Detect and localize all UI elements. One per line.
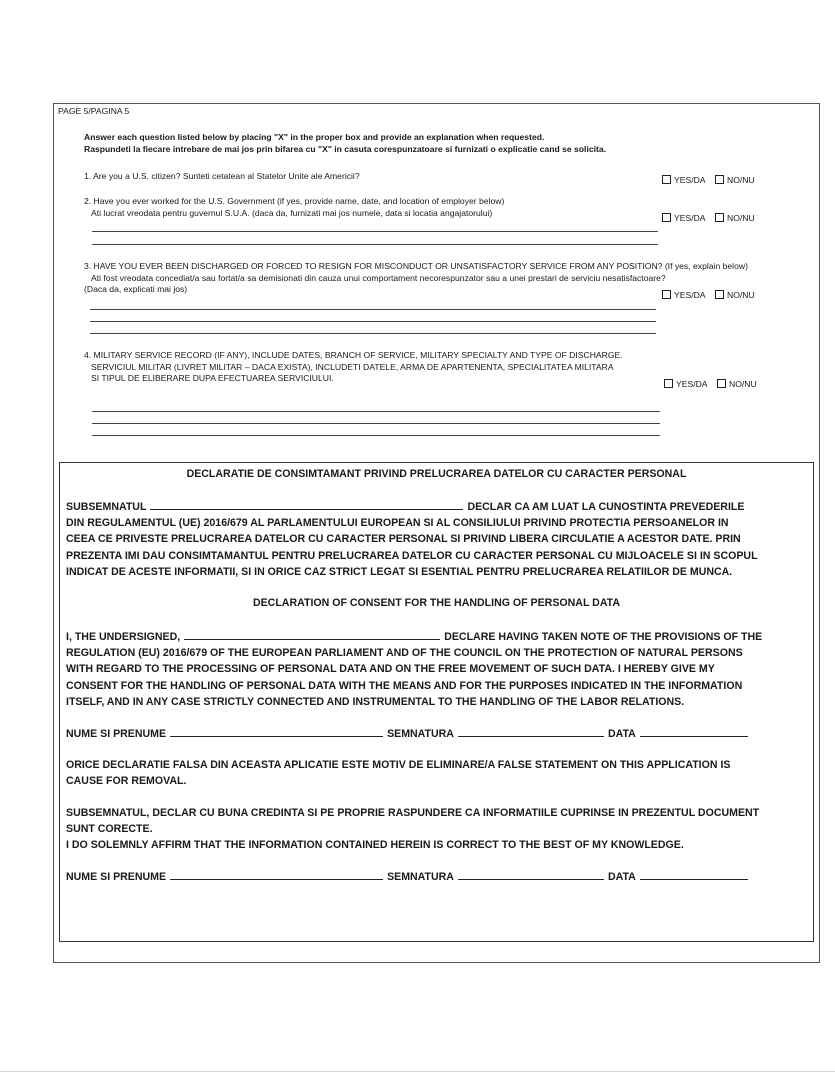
question-2-text-ro: Ati lucrat vreodata pentru guvernul S.U.A. (daca da, furnizati mai jos numele, data si locatia angajatorului) <box>91 207 493 218</box>
name-label: NUME SI PRENUME <box>66 728 167 740</box>
q4-answer-line[interactable] <box>92 435 660 436</box>
false-statement-notice <box>66 757 811 789</box>
q4-no-checkbox[interactable]: NO/NU <box>717 379 757 389</box>
date-field[interactable] <box>640 868 748 880</box>
question-3-text-ro-2: (Daca da, explicati mai jos) <box>84 284 188 294</box>
date-label: DATA <box>607 728 636 740</box>
question-4-text-en: 4. MILITARY SERVICE RECORD (IF ANY), INCLUDE DATES, BRANCH OF SERVICE, MILITARY SPECIALTY AND TYPE OF DISCHARGE. <box>84 350 623 360</box>
false-statement-line: ORICE DECLARATIE FALSA DIN ACEASTA APLICATIE ESTE MOTIV DE ELIMINARE/A FALSE STATEMENT ON THIS APPLICATION IS <box>66 759 731 771</box>
ro-lead: SUBSEMNATUL <box>66 501 147 513</box>
question-1-text: 1. Are you a U.S. citizen? Sunteti cetatean al Statelor Unite ale Americii? <box>84 171 360 181</box>
consent-title-ro: DECLARATIE DE CONSIMTAMANT PRIVIND PRELUCRAREA DATELOR CU CARACTER PERSONAL <box>186 468 687 480</box>
signature-row-1 <box>66 725 748 742</box>
question-2-options <box>662 209 755 227</box>
name-label: NUME SI PRENUME <box>66 871 167 883</box>
signature-label: SEMNATURA <box>387 871 454 883</box>
scan-edge-line <box>0 1071 835 1072</box>
q4-answer-line[interactable] <box>92 423 660 424</box>
q4-yes-checkbox[interactable]: YES/DA <box>664 379 708 389</box>
question-1 <box>84 171 360 183</box>
question-3-text-ro: Ati fost vreodata concediat/a sau fortat/a sa demisionati din cauza unui comportament necorespunzator sau a unei prestari de serviciu nesatisfactoare? <box>91 272 666 283</box>
question-4 <box>84 350 623 385</box>
en-lead: I, THE UNDERSIGNED, <box>66 631 181 643</box>
q2-answer-line[interactable] <box>92 244 658 245</box>
question-3-options <box>662 286 755 304</box>
signature-row-2 <box>66 868 748 885</box>
ro-body-line: DIN REGULAMENTUL (UE) 2016/679 AL PARLAMENTULUI EUROPEAN SI AL CONSILIULUI PRIVIND PROTECTIA PERSOANELOR IN <box>66 517 729 530</box>
ro-body-line: PREZENTA IMI DAU CONSIMTAMANTUL PENTRU PRELUCRAREA DATELOR CU CARACTER PERSONAL CU MIJLOACELE SI IN SCOPUL <box>66 549 758 562</box>
q3-yes-checkbox[interactable]: YES/DA <box>662 290 706 300</box>
en-body-line: ITSELF, AND IN ANY CASE STRICTLY CONNECTED AND INSTRUMENTAL TO THE HANDLING OF THE LABOR RELATIONS. <box>66 695 685 708</box>
q1-yes-checkbox[interactable]: YES/DA <box>662 175 706 185</box>
q1-no-checkbox[interactable]: NO/NU <box>715 175 755 185</box>
en-name-field[interactable] <box>184 628 440 640</box>
consent-box <box>59 462 814 942</box>
instructions-en: Answer each question listed below by placing "X" in the proper box and provide an explanation when requested. <box>84 132 545 142</box>
en-line1-rest: DECLARE HAVING TAKEN NOTE OF THE PROVISIONS OF THE <box>444 631 763 643</box>
page-label: PAGE 5/PAGINA 5 <box>58 106 130 116</box>
signature-field[interactable] <box>458 725 604 737</box>
consent-en-paragraph <box>66 628 811 710</box>
affirmation-line: SUNT CORECTE. <box>66 823 153 836</box>
ro-line1-rest: DECLAR CA AM LUAT LA CUNOSTINTA PREVEDERILE <box>467 501 745 513</box>
name-field[interactable] <box>170 725 383 737</box>
form-page <box>53 103 820 963</box>
date-field[interactable] <box>640 725 748 737</box>
q2-no-checkbox[interactable]: NO/NU <box>715 213 755 223</box>
ro-body-line: INDICAT DE ACESTE INFORMATII, SI IN ORICE CAZ STRICT LEGAT SI ESENTIAL PENTRU PRELUCRAREA RELATIILOR DE MUNCA. <box>66 565 733 578</box>
affirmation-line: SUBSEMNATUL, DECLAR CU BUNA CREDINTA SI PE PROPRIE RASPUNDERE CA INFORMATIILE CUPRINSE IN PREZENTUL DOCUMENT <box>66 807 760 819</box>
question-2-text-en: 2. Have you ever worked for the U.S. Government (if yes, provide name, date, and location of employer below) <box>84 196 505 206</box>
ro-body-line: CEEA CE PRIVESTE PRELUCRAREA DATELOR CU CARACTER PERSONAL SI PRIVIND LIBERA CIRCULATIE A ACESTOR DATE. PRIN <box>66 533 741 546</box>
q4-answer-line[interactable] <box>92 411 660 412</box>
en-body-line: CONSENT FOR THE HANDLING OF PERSONAL DATA WITH THE MEANS AND FOR THE PURPOSES INDICATED IN THE INFORMATION <box>66 679 743 692</box>
instructions <box>84 132 606 155</box>
consent-title-en: DECLARATION OF CONSENT FOR THE HANDLING OF PERSONAL DATA <box>252 597 621 609</box>
question-1-options <box>662 171 755 189</box>
affirmation <box>66 805 811 854</box>
q2-answer-line[interactable] <box>92 231 658 232</box>
consent-ro-paragraph <box>66 498 811 580</box>
en-body-line: WITH REGARD TO THE PROCESSING OF PERSONAL DATA AND ON THE FREE MOVEMENT OF SUCH DATA. I HEREBY GIVE MY <box>66 663 715 676</box>
q3-answer-line[interactable] <box>90 333 656 334</box>
q3-no-checkbox[interactable]: NO/NU <box>715 290 755 300</box>
q3-answer-line[interactable] <box>90 309 656 310</box>
signature-label: SEMNATURA <box>387 728 454 740</box>
question-4-text-ro: SERVICIUL MILITAR (LIVRET MILITAR – DACA EXISTA), INCLUDETI DATELE, ARMA DE APARTENENTA, SPECIALITATEA MILITARA <box>91 361 614 372</box>
question-3 <box>84 261 748 296</box>
ro-name-field[interactable] <box>150 498 463 510</box>
name-field[interactable] <box>170 868 383 880</box>
date-label: DATA <box>607 871 636 883</box>
en-body-line: REGULATION (EU) 2016/679 OF THE EUROPEAN PARLIAMENT AND OF THE COUNCIL ON THE PROTECTION OF NATURAL PERSONS <box>66 647 743 660</box>
question-3-text-en: 3. HAVE YOU EVER BEEN DISCHARGED OR FORCED TO RESIGN FOR MISCONDUCT OR UNSATISFACTORY SERVICE FROM ANY POSITION? (If yes, explain below) <box>84 261 748 271</box>
q3-answer-line[interactable] <box>90 321 656 322</box>
false-statement-line: CAUSE FOR REMOVAL. <box>66 775 187 788</box>
question-4-options <box>664 375 757 393</box>
q2-yes-checkbox[interactable]: YES/DA <box>662 213 706 223</box>
question-4-text-ro-2: SI TIPUL DE ELIBERARE DUPA EFECTUAREA SERVICIULUI. <box>91 373 334 383</box>
question-2 <box>84 196 504 219</box>
instructions-ro: Raspundeti la fiecare intrebare de mai jos prin bifarea cu "X" in casuta corespunzatoare si furnizati o explicatie cand se solicita. <box>84 143 607 154</box>
affirmation-line: I DO SOLEMNLY AFFIRM THAT THE INFORMATION CONTAINED HEREIN IS CORRECT TO THE BEST OF MY KNOWLEDGE. <box>66 839 684 852</box>
signature-field[interactable] <box>458 868 604 880</box>
